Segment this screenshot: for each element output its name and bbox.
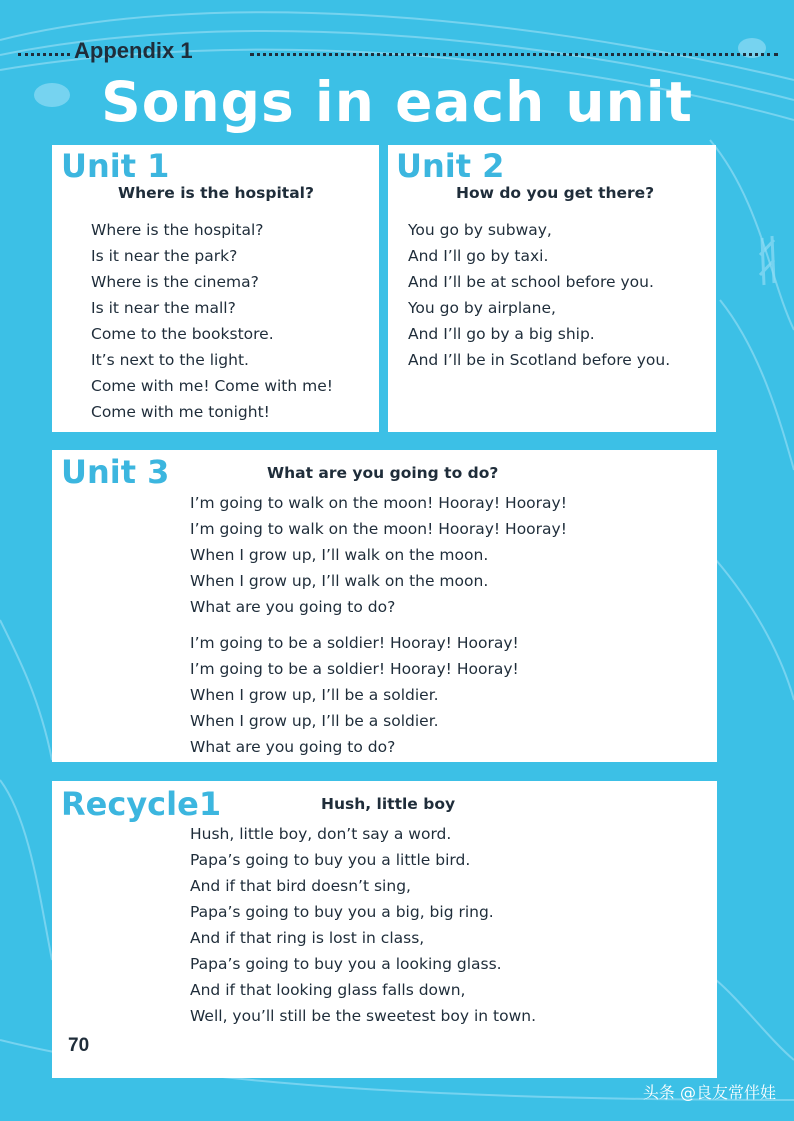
recycle1-label: Recycle1 [61,785,222,823]
lyric-line: And if that bird doesn’t sing, [190,877,411,895]
unit2-lyrics [408,217,670,373]
lyric-line: And I’ll go by a big ship. [408,325,595,343]
lyric-line: Come with me tonight! [91,403,270,421]
unit3-verse2 [190,630,519,760]
recycle1-card [52,781,717,1078]
lyric-line: Papa’s going to buy you a big, big ring. [190,903,494,921]
source-watermark: 头条 @良友常伴娃 [642,1083,776,1102]
unit3-label: Unit 3 [61,453,170,491]
lyric-line: When I grow up, I’ll walk on the moon. [190,572,489,590]
lyric-line: Come with me! Come with me! [91,377,333,395]
lyric-line: Papa’s going to buy you a little bird. [190,851,471,869]
page-title: Songs in each unit [101,70,693,134]
lyric-line: I’m going to walk on the moon! Hooray! Hooray! [190,520,567,538]
unit2-card [388,145,716,432]
lyric-line: When I grow up, I’ll walk on the moon. [190,546,489,564]
page-number: 70 [68,1035,90,1056]
unit1-lyrics [91,217,333,425]
lyric-line: When I grow up, I’ll be a soldier. [190,686,439,704]
dotted-rule-left [18,53,70,56]
dotted-rule-right [250,53,778,56]
lyric-line: What are you going to do? [190,738,396,756]
lyric-line: And I’ll go by taxi. [408,247,549,265]
unit1-song-title: Where is the hospital? [118,184,314,202]
lyric-line: Hush, little boy, don’t say a word. [190,825,452,843]
lyric-line: What are you going to do? [190,598,396,616]
lyric-line: You go by airplane, [408,299,556,317]
recycle1-lyrics [190,821,536,1029]
lyric-line: It’s next to the light. [91,351,249,369]
recycle1-song-title: Hush, little boy [321,795,456,813]
lyric-line: And I’ll be in Scotland before you. [408,351,671,369]
unit2-song-title: How do you get there? [456,184,655,202]
lyric-line: And if that ring is lost in class, [190,929,425,947]
lyric-line: Come to the bookstore. [91,325,274,343]
lyric-line: Well, you’ll still be the sweetest boy in town. [190,1007,537,1025]
lyric-line: And I’ll be at school before you. [408,273,654,291]
unit2-label: Unit 2 [396,147,505,185]
lyric-line: Papa’s going to buy you a looking glass. [190,955,502,973]
lyric-line: I’m going to be a soldier! Hooray! Hooray! [190,660,519,678]
appendix-header [18,38,778,68]
lyric-line: Is it near the park? [91,247,238,265]
lyric-line: I’m going to be a soldier! Hooray! Hooray! [190,634,519,652]
lyric-line: And if that looking glass falls down, [190,981,466,999]
unit3-verse1 [190,490,567,620]
lyric-line: Is it near the mall? [91,299,236,317]
lyric-line: I’m going to walk on the moon! Hooray! Hooray! [190,494,567,512]
appendix-label: Appendix 1 [74,38,193,63]
unit1-card [52,145,379,432]
lyric-line: You go by subway, [408,221,552,239]
unit3-song-title: What are you going to do? [267,464,499,482]
unit3-card [52,450,717,762]
lyric-line: Where is the cinema? [91,273,259,291]
unit1-label: Unit 1 [61,147,170,185]
lyric-line: When I grow up, I’ll be a soldier. [190,712,439,730]
lyric-line: Where is the hospital? [91,221,264,239]
